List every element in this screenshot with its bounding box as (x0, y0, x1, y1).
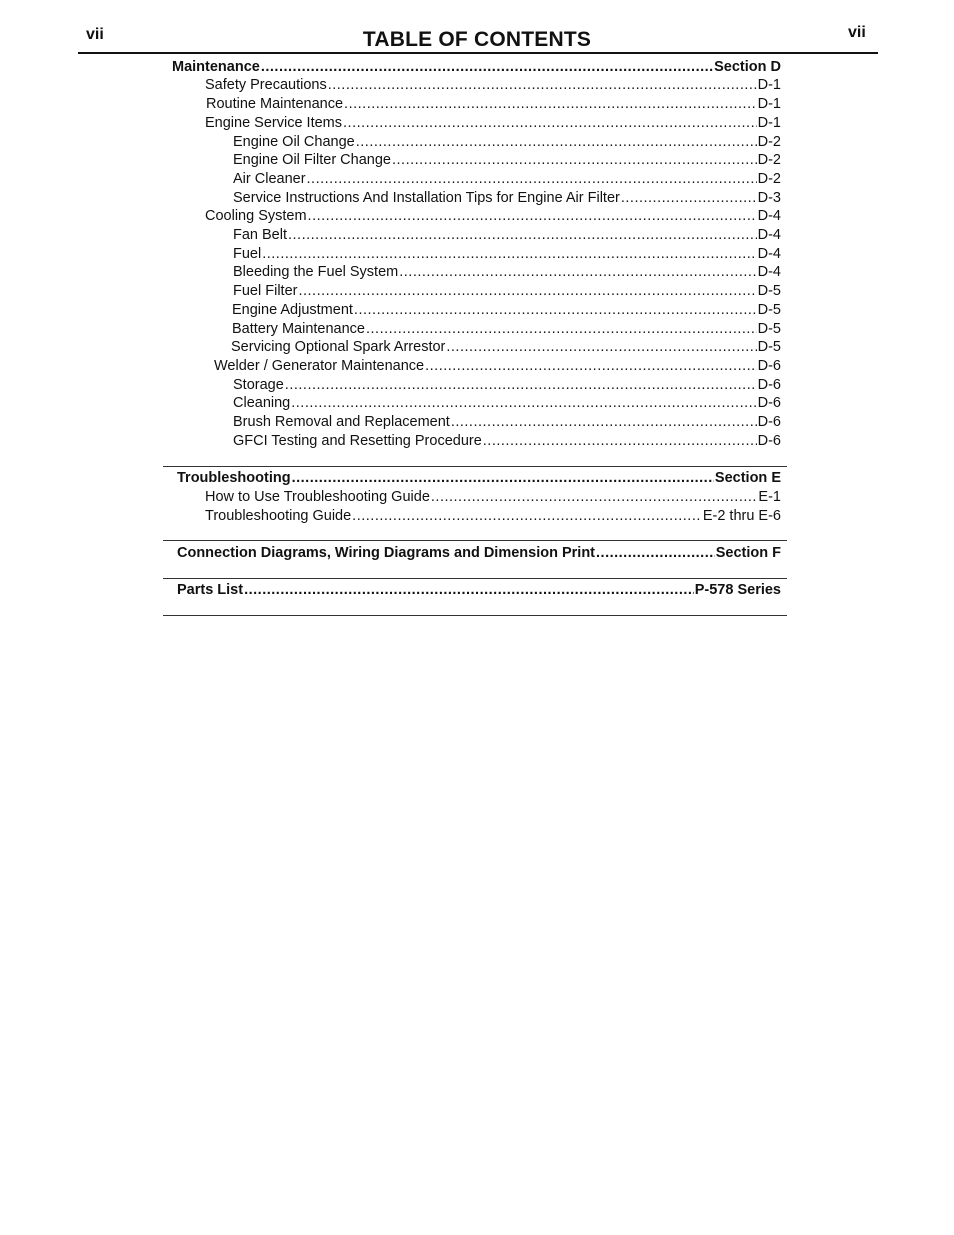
page-number-right: vii (848, 24, 866, 41)
toc-entry[interactable]: Troubleshooting Guide ..... E-2 thru E-6 (205, 507, 781, 525)
toc-entry[interactable]: Bleeding the Fuel System ..... D-4 (233, 263, 781, 281)
toc-entry[interactable]: Servicing Optional Spark Arrestor ..... D-5 (231, 338, 781, 356)
page-number-left: vii (86, 26, 104, 43)
toc-heading-parts-list[interactable]: Parts List ..... P-578 Series (177, 581, 781, 599)
toc-entry[interactable]: Brush Removal and Replacement ..... D-6 (233, 413, 781, 431)
page-title: TABLE OF CONTENTS (362, 28, 592, 51)
toc-entry[interactable]: Welder / Generator Maintenance ..... D-6 (214, 357, 781, 375)
toc-entry[interactable]: Safety Precautions ..... D-1 (205, 76, 781, 94)
toc-entry[interactable]: Engine Adjustment ..... D-5 (232, 301, 781, 319)
toc-entry[interactable]: Storage ..... D-6 (233, 376, 781, 394)
section-divider (163, 540, 787, 541)
toc-heading-troubleshooting[interactable]: Troubleshooting ..... Section E (177, 469, 781, 487)
toc-entry[interactable]: Routine Maintenance ..... D-1 (206, 95, 781, 113)
toc-entry[interactable]: Air Cleaner ..... D-2 (233, 170, 781, 188)
toc-entry[interactable]: Fan Belt ..... D-4 (233, 226, 781, 244)
toc-entry[interactable]: How to Use Troubleshooting Guide ..... E-1 (205, 488, 781, 506)
toc-entry[interactable]: Fuel ..... D-4 (233, 245, 781, 263)
section-divider (163, 615, 787, 616)
toc-entry[interactable]: Cooling System ..... D-4 (205, 207, 781, 225)
header-rule (78, 52, 878, 54)
toc-entry[interactable]: Service Instructions And Installation Tips for Engine Air Filter ..... D-3 (233, 189, 781, 207)
toc-entry[interactable]: GFCI Testing and Resetting Procedure ..... D-6 (233, 432, 781, 450)
toc-entry[interactable]: Battery Maintenance ..... D-5 (232, 320, 781, 338)
toc-entry[interactable]: Engine Oil Filter Change ..... D-2 (233, 151, 781, 169)
toc-entry[interactable]: Cleaning ..... D-6 (233, 394, 781, 412)
toc-heading-maintenance[interactable]: Maintenance ..... Section D (172, 58, 781, 76)
toc-heading-diagrams[interactable]: Connection Diagrams, Wiring Diagrams and Dimension Print ..... Section F (177, 544, 781, 562)
toc-entry[interactable]: Engine Service Items ..... D-1 (205, 114, 781, 132)
section-divider (163, 578, 787, 579)
toc-entry[interactable]: Engine Oil Change ..... D-2 (233, 133, 781, 151)
section-divider (163, 466, 787, 467)
toc-entry[interactable]: Fuel Filter ..... D-5 (233, 282, 781, 300)
